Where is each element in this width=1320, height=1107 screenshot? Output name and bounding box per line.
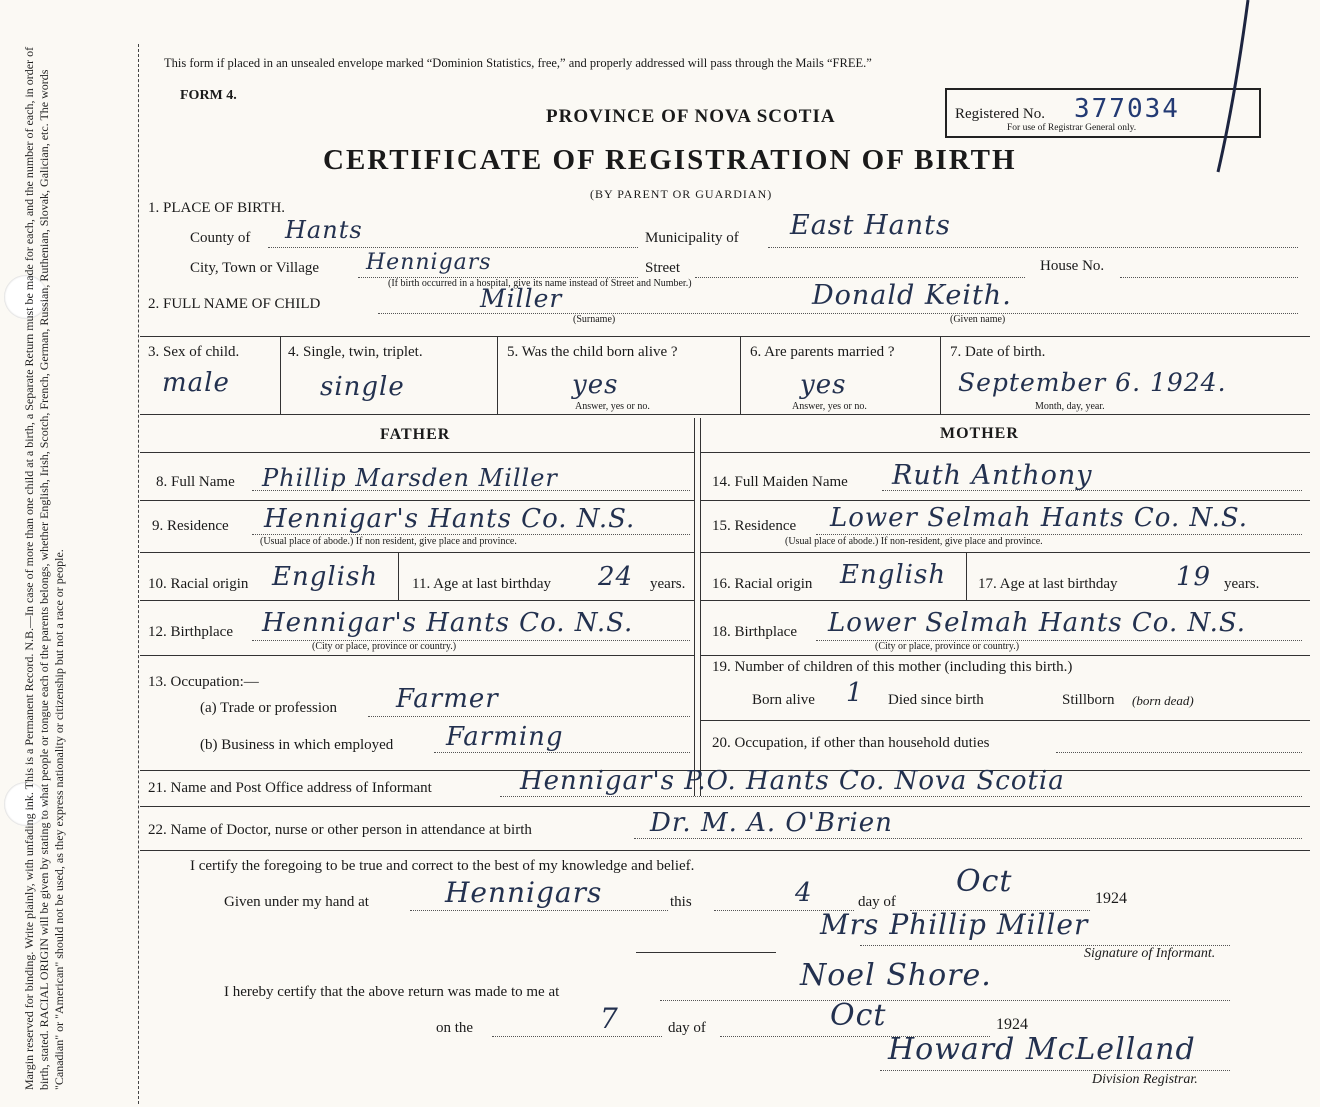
form-number: FORM 4. (180, 88, 237, 103)
stillborn-label: Stillborn (1062, 692, 1115, 708)
plurality-value: single (320, 372, 405, 402)
return-made-label: I hereby certify that the above return was made to me at (224, 984, 560, 1000)
father-race-value: English (272, 562, 379, 592)
certificate-form (140, 40, 1310, 1100)
mother-residence-note: (Usual place of abode.) If non-resident, give place and province. (785, 536, 1043, 547)
registrar-return-signature: Noel Shore. (800, 958, 992, 993)
surname-note: (Surname) (573, 314, 616, 325)
father-birthplace-value: Hennigar's Hants Co. N.S. (262, 608, 634, 638)
trade-value: Farmer (396, 684, 499, 714)
plurality-label: 4. Single, twin, triplet. (288, 344, 423, 360)
parents-married-note: Answer, yes or no. (792, 401, 867, 412)
mother-race-label: 16. Racial origin (712, 576, 813, 592)
city-label: City, Town or Village (190, 260, 320, 276)
day-of-label: day of (858, 894, 896, 910)
doctor-value: Dr. M. A. O'Brien (650, 808, 893, 838)
trade-label: (a) Trade or profession (200, 700, 338, 716)
dob-note: Month, day, year. (1035, 401, 1105, 412)
certify-year: 1924 (1095, 890, 1127, 907)
born-alive-value: yes (572, 370, 619, 400)
pen-stroke-mark (1196, 0, 1256, 180)
mother-heading: MOTHER (940, 425, 1019, 442)
informant-signature: Mrs Phillip Miller (820, 908, 1089, 941)
father-birthplace-label: 12. Birthplace (148, 624, 233, 640)
child-given-name: Donald Keith. (812, 280, 1012, 311)
county-value: Hants (285, 216, 363, 244)
father-age-label: 11. Age at last birthday (412, 576, 551, 592)
parents-married-label: 6. Are parents married ? (750, 344, 895, 360)
registrar-note: For use of Registrar General only. (1007, 123, 1137, 133)
informant-value: Hennigar's P.O. Hants Co. Nova Scotia (520, 766, 1065, 796)
business-value: Farming (446, 722, 564, 752)
born-alive-note: Answer, yes or no. (575, 401, 650, 412)
on-the-label: on the (436, 1020, 474, 1036)
house-number-label: House No. (1040, 258, 1105, 274)
doctor-label: 22. Name of Doctor, nurse or other person in attendance at birth (148, 822, 532, 838)
father-name-value: Phillip Marsden Miller (262, 464, 558, 492)
place-of-birth-label: 1. PLACE OF BIRTH. (148, 200, 286, 216)
informant-label: 21. Name and Post Office address of Informant (148, 780, 432, 796)
mother-birthplace-label: 18. Birthplace (712, 624, 797, 640)
registrar-signature: Howard McLelland (888, 1032, 1196, 1067)
child-name-label: 2. FULL NAME OF CHILD (148, 296, 321, 312)
mother-name-label: 14. Full Maiden Name (712, 474, 848, 490)
signature-of-informant-label: Signature of Informant. (1084, 946, 1216, 961)
father-residence-note: (Usual place of abode.) If non resident, give place and province. (260, 536, 517, 547)
mother-name-value: Ruth Anthony (892, 460, 1093, 491)
father-years-label: years. (650, 576, 686, 592)
father-residence-label: 9. Residence (152, 518, 229, 534)
father-heading: FATHER (380, 426, 451, 443)
born-alive-count: 1 (846, 678, 864, 708)
municipality-value: East Hants (790, 210, 951, 241)
return-year: 1924 (996, 1016, 1028, 1033)
born-alive-count-label: Born alive (752, 692, 815, 708)
given-under-hand-label: Given under my hand at (224, 894, 369, 910)
sex-value: male (162, 368, 230, 398)
city-value: Hennigars (366, 250, 492, 275)
registered-number: 377034 (1074, 94, 1180, 124)
province-heading: PROVINCE OF NOVA SCOTIA (546, 106, 836, 127)
business-label: (b) Business in which employed (200, 737, 394, 753)
certificate-title: CERTIFICATE OF REGISTRATION OF BIRTH (323, 144, 1017, 176)
this-label: this (670, 894, 692, 910)
mother-age-label: 17. Age at last birthday (978, 576, 1118, 592)
dob-value: September 6. 1924. (958, 368, 1227, 397)
certify-statement: I certify the foregoing to be true and correct to the best of my knowledge and belief. (190, 858, 695, 874)
hospital-note: (If birth occurred in a hospital, give its name instead of Street and Number.) (388, 278, 692, 289)
certify-place: Hennigars (445, 876, 603, 909)
born-alive-label: 5. Was the child born alive ? (507, 344, 678, 360)
certify-day: 4 (795, 878, 813, 908)
return-month: Oct (830, 998, 887, 1033)
occupation-label: 13. Occupation:— (148, 674, 259, 690)
mother-birthplace-value: Lower Selmah Hants Co. N.S. (828, 608, 1247, 638)
mother-age-value: 19 (1176, 562, 1212, 592)
certify-month: Oct (956, 864, 1013, 899)
given-name-note: (Given name) (950, 314, 1006, 325)
father-age-value: 24 (598, 562, 634, 592)
certificate-subtitle: (BY PARENT OR GUARDIAN) (590, 187, 773, 201)
father-residence-value: Hennigar's Hants Co. N.S. (264, 504, 636, 534)
county-label: County of (190, 230, 251, 246)
mother-residence-label: 15. Residence (712, 518, 797, 534)
mother-birthplace-note: (City or place, province or country.) (875, 641, 1020, 652)
margin-instructions: Margin reserved for binding. Write plainly, with unfading ink. This is a Permanent Record. N.B.—In case of more than one child at a birth, a Separate Return must be made for each, and the number of each, in order of birth, stated. RACIAL ORIGIN will be given by stating to what people or tongue each of the parents belongs, whether English, Irish, Scotch, French, German, Russian, Ruthenian, Slovak, Galician, etc. The words "Canadian" or "American" should not be used, as they express nationality or citizenship but not a race or people. (22, 46, 66, 1090)
father-name-label: 8. Full Name (156, 474, 235, 490)
binding-margin-line (138, 44, 139, 1104)
stillborn-note: (born dead) (1132, 693, 1194, 708)
mother-years-label: years. (1224, 576, 1260, 592)
sex-label: 3. Sex of child. (148, 344, 240, 360)
mother-occupation-label: 20. Occupation, if other than household duties (712, 735, 990, 751)
postage-notice: This form if placed in an unsealed envelope marked “Dominion Statistics, free,” and properly addressed will pass through the Mails “FREE.” (164, 56, 872, 70)
father-race-label: 10. Racial origin (148, 576, 249, 592)
child-surname: Miller (480, 284, 563, 313)
died-since-birth-label: Died since birth (888, 692, 984, 708)
mother-residence-value: Lower Selmah Hants Co. N.S. (830, 503, 1249, 533)
division-registrar-label: Division Registrar. (1092, 1072, 1198, 1087)
street-label: Street (645, 260, 680, 276)
municipality-label: Municipality of (645, 230, 739, 246)
dob-label: 7. Date of birth. (950, 344, 1046, 360)
mother-race-value: English (840, 560, 947, 590)
children-count-label: 19. Number of children of this mother (including this birth.) (712, 659, 1073, 675)
parents-married-value: yes (800, 370, 847, 400)
registered-label: Registered No. (955, 106, 1045, 122)
return-day: 7 (600, 1002, 619, 1035)
father-birthplace-note: (City or place, province or country.) (312, 641, 457, 652)
day-of-label-2: day of (668, 1020, 706, 1036)
